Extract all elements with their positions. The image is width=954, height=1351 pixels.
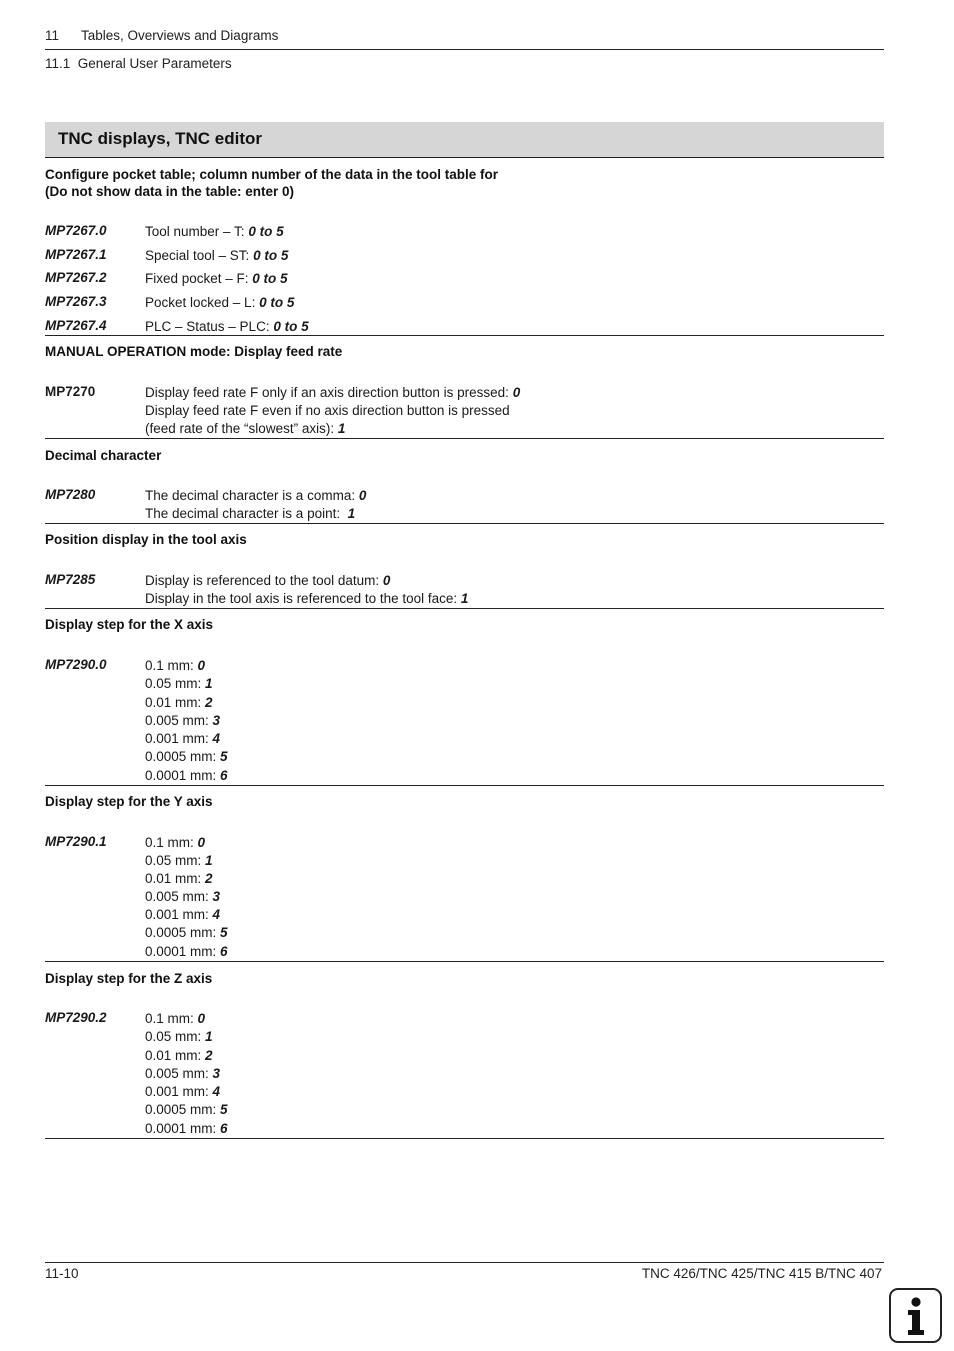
section-heading [45, 448, 884, 465]
description-line [145, 223, 284, 241]
section-heading-line: Display step for the Y axis [45, 794, 213, 809]
description-text: PLC – Status – PLC: [145, 319, 274, 334]
description-line [145, 924, 228, 942]
description-line [145, 384, 520, 402]
description-text: 0.1 mm: [145, 658, 198, 673]
section-heading-line: Display step for the X axis [45, 617, 214, 632]
parameter-section [45, 617, 884, 783]
input-value: 3 [212, 712, 221, 728]
description-text: 0.01 mm: [145, 694, 206, 710]
description-text: 0.05 mm: [145, 676, 206, 692]
description-line [145, 505, 366, 523]
description-line [145, 420, 520, 438]
info-icon [889, 1288, 942, 1343]
description-text: 0.005 mm: [145, 1065, 213, 1081]
parameter-section [45, 971, 884, 1136]
chapter-title: Tables, Overviews and Diagrams [81, 28, 279, 43]
description-text: 0.05 mm: [145, 1029, 206, 1045]
input-value: 0 [358, 488, 367, 503]
section-heading-line: Position display in the tool axis [45, 532, 247, 547]
description-line [145, 247, 288, 265]
description-text: 0.0001 mm: [145, 943, 221, 959]
description-text: 0.1 mm: [145, 1011, 198, 1026]
parameter-id: MP7280 [45, 487, 96, 502]
parameter-description [145, 572, 468, 607]
description-line [145, 572, 468, 590]
chapter-number: 11 [45, 28, 60, 43]
input-value: 6 [220, 767, 228, 783]
description-line [145, 748, 228, 766]
input-value: 2 [205, 1047, 213, 1063]
section-divider [45, 1138, 884, 1139]
description-line [145, 1065, 228, 1083]
parameter-description [145, 318, 309, 336]
description-line [145, 767, 228, 785]
description-text: 0.005 mm: [145, 889, 213, 905]
parameter-section [45, 532, 884, 606]
input-value: 5 [220, 925, 228, 941]
section-heading [45, 617, 884, 634]
input-value: 1 [205, 676, 213, 692]
input-value: 0 to 5 [248, 224, 284, 239]
parameter-section [45, 448, 884, 521]
section-heading [45, 344, 884, 361]
parameter-description [145, 1010, 228, 1138]
section-divider [45, 438, 884, 439]
parameter-description [145, 834, 228, 961]
description-text: Tool number – T: [145, 224, 249, 239]
input-value: 2 [205, 871, 213, 887]
input-value: 1 [337, 421, 346, 436]
section-heading [45, 532, 884, 549]
section-heading [45, 971, 884, 988]
input-value: 5 [220, 1102, 228, 1118]
input-value: 5 [220, 749, 228, 765]
section-divider [45, 335, 884, 336]
description-text: The decimal character is a comma: [145, 488, 359, 503]
input-value: 4 [212, 907, 221, 923]
parameter-section [45, 344, 884, 436]
description-line [145, 730, 228, 748]
description-line [145, 888, 228, 906]
section-band [45, 122, 884, 158]
input-value: 0 to 5 [252, 271, 288, 286]
input-value: 2 [205, 694, 213, 710]
section-heading-line: Decimal character [45, 448, 162, 463]
description-text: 0.001 mm: [145, 907, 213, 923]
section-heading-line: Display step for the Z axis [45, 971, 213, 986]
description-line [145, 294, 294, 312]
input-value: 6 [220, 1120, 228, 1136]
input-value: 0 [197, 835, 206, 850]
parameter-section [45, 167, 884, 334]
parameter-description [145, 247, 288, 265]
parameter-id: MP7267.2 [45, 270, 107, 285]
description-text: 0.0005 mm: [145, 749, 221, 765]
description-line [145, 1120, 228, 1138]
parameter-description [145, 223, 284, 241]
input-value: 0 to 5 [253, 248, 289, 263]
description-text: 0.05 mm: [145, 853, 206, 869]
description-text: Display is referenced to the tool datum: [145, 573, 383, 588]
section-divider [45, 523, 884, 524]
description-line [145, 906, 228, 924]
parameter-id: MP7267.1 [45, 247, 107, 262]
description-line [145, 870, 228, 888]
input-value: 0 [382, 573, 391, 588]
band-title: TNC displays, TNC editor [58, 129, 263, 148]
description-text: 0.0005 mm: [145, 1102, 221, 1118]
input-value: 1 [205, 1029, 213, 1045]
description-text: 0.001 mm: [145, 1084, 213, 1100]
input-value: 4 [212, 1084, 221, 1100]
description-line [145, 657, 228, 675]
description-text: 0.1 mm: [145, 835, 198, 850]
footer-rule [45, 1262, 884, 1263]
running-header-chapter [45, 28, 278, 43]
section-divider [45, 961, 884, 962]
input-value: 1 [205, 853, 213, 869]
description-text: 0.005 mm: [145, 712, 213, 728]
parameter-id: MP7290.0 [45, 657, 107, 672]
description-line [145, 1083, 228, 1101]
description-line [145, 318, 309, 336]
description-text: 0.0005 mm: [145, 925, 221, 941]
input-value: 0 to 5 [273, 319, 309, 334]
description-line [145, 694, 228, 712]
parameter-id: MP7290.2 [45, 1010, 107, 1025]
description-line [145, 270, 288, 288]
parameter-id: MP7267.4 [45, 318, 107, 333]
page-number: 11-10 [45, 1266, 79, 1281]
description-text: 0.01 mm: [145, 871, 206, 887]
description-text: Display feed rate F even if no axis direction button is pressed [145, 403, 510, 418]
description-text: Special tool – ST: [145, 248, 254, 263]
input-value: 3 [212, 1065, 221, 1081]
parameter-id: MP7270 [45, 384, 96, 399]
parameter-description [145, 294, 294, 312]
description-text: Display feed rate F only if an axis direction button is pressed: [145, 385, 513, 400]
description-line [145, 402, 520, 420]
description-line [145, 712, 228, 730]
section-heading [45, 794, 884, 811]
parameter-description [145, 487, 366, 523]
description-text: 0.01 mm: [145, 1047, 206, 1063]
description-line [145, 487, 366, 505]
input-value: 3 [212, 889, 221, 905]
description-line [145, 675, 228, 693]
description-text: Display in the tool axis is referenced to the tool face: [145, 590, 461, 606]
input-value: 1 [460, 590, 469, 606]
description-line [145, 1028, 228, 1046]
parameter-id: MP7267.3 [45, 294, 107, 309]
description-text: Pocket locked – L: [145, 295, 260, 310]
product-name: TNC 426/TNC 425/TNC 415 B/TNC 407 [641, 1266, 882, 1281]
description-line [145, 852, 228, 870]
description-text: (feed rate of the “slowest” axis): [145, 421, 338, 436]
description-line [145, 943, 228, 961]
input-value: 0 to 5 [259, 295, 295, 310]
description-line [145, 1101, 228, 1119]
parameter-description [145, 384, 520, 438]
input-value: 0 [512, 385, 521, 400]
description-text: 0.001 mm: [145, 731, 213, 747]
description-line [145, 590, 468, 608]
parameter-section [45, 794, 884, 959]
parameter-description [145, 657, 228, 785]
parameter-id: MP7290.1 [45, 834, 107, 849]
description-line [145, 1047, 228, 1065]
parameter-description [145, 270, 288, 288]
section-heading-line: MANUAL OPERATION mode: Display feed rate [45, 344, 343, 359]
description-text: 0.0001 mm: [145, 767, 221, 783]
input-value: 4 [212, 731, 221, 747]
section-heading-line: (Do not show data in the table: enter 0) [45, 183, 295, 199]
input-value: 0 [197, 658, 206, 673]
input-value: 1 [347, 506, 356, 521]
description-line [145, 834, 228, 852]
parameter-id: MP7267.0 [45, 223, 107, 238]
header-rule [45, 49, 884, 50]
description-text: Fixed pocket – F: [145, 271, 253, 286]
section-heading-line: Configure pocket table; column number of the data in the tool table for [45, 167, 499, 182]
section-heading [45, 167, 884, 200]
description-line [145, 1010, 228, 1028]
description-text: 0.0001 mm: [145, 1120, 221, 1136]
parameter-id: MP7285 [45, 572, 96, 587]
section-divider [45, 785, 884, 786]
input-value: 6 [220, 943, 228, 959]
description-text: The decimal character is a point: [145, 506, 348, 521]
input-value: 0 [197, 1011, 206, 1026]
section-divider [45, 608, 884, 609]
section-header: 11.1 General User Parameters [45, 56, 232, 71]
